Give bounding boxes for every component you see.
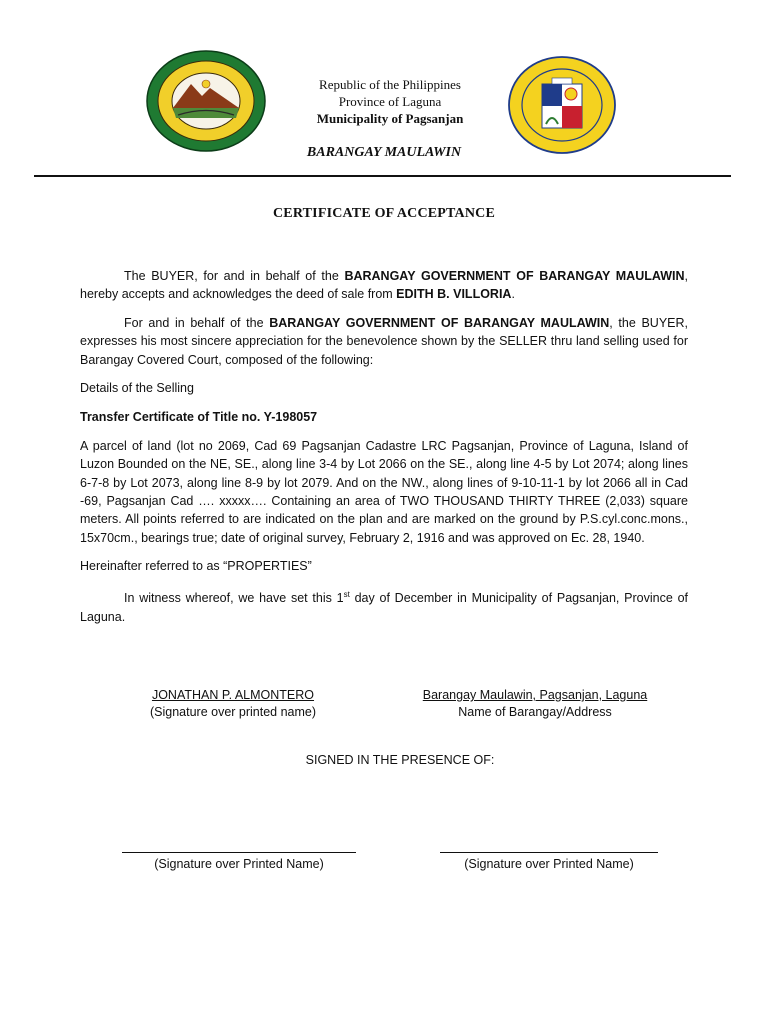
text-segment: The BUYER, for and in behalf of the [124, 269, 345, 283]
seller-name: EDITH B. VILLORIA [396, 287, 512, 302]
buyer-signature-block [120, 687, 346, 721]
witness-signature-1 [122, 852, 356, 872]
details-heading: Details of the Selling [80, 381, 194, 396]
witness-signature-2 [440, 852, 658, 872]
presence-heading: SIGNED IN THE PRESENCE OF: [305, 753, 495, 767]
properties-reference: Hereinafter referred to as “PROPERTIES” [80, 559, 312, 574]
signature-line [440, 852, 658, 853]
text-segment: day of December in Municipality of Pagsanjan, Province of Laguna. [80, 591, 688, 624]
title-number: Transfer Certificate of Title no. Y-198057 [80, 410, 318, 425]
barangay-maulawin-seal [146, 50, 266, 152]
signature-line [122, 852, 356, 853]
text-segment: , the BUYER, expresses his most sincere appreciation for the benevolence shown by the SELLER thru land selling used for Barangay Covered Court, composed of the following: [80, 316, 688, 367]
document-title: CERTIFICATE OF ACCEPTANCE [272, 206, 496, 221]
text-segment: , hereby accepts and acknowledges the deed of sale from [80, 269, 688, 302]
witness-caption: (Signature over Printed Name) [464, 857, 634, 871]
header-divider [34, 175, 731, 177]
barangay-government-name: BARANGAY GOVERNMENT OF BARANGAY MAULAWIN [269, 316, 610, 331]
ordinal-suffix: st [343, 590, 350, 600]
paragraph-appreciation [80, 314, 688, 369]
header-barangay: BARANGAY MAULAWIN [306, 145, 462, 160]
text-segment: . [511, 287, 515, 302]
header-block [280, 76, 500, 127]
header-republic: Republic of the Philippines [319, 77, 461, 92]
header-province: Province of Laguna [338, 94, 442, 109]
witness-clause [80, 586, 688, 626]
text-segment: For and in behalf of the [124, 316, 270, 331]
header-municipality: Municipality of Pagsanjan [316, 111, 464, 126]
barangay-address: Barangay Maulawin, Pagsanjan, Laguna [422, 688, 648, 702]
address-caption: Name of Barangay/Address [458, 705, 612, 719]
buyer-name: JONATHAN P. ALMONTERO [151, 688, 315, 702]
address-block [400, 687, 670, 721]
barangay-government-name: BARANGAY GOVERNMENT OF BARANGAY MAULAWIN [344, 269, 685, 283]
document-body [80, 267, 688, 636]
paragraph-acceptance [80, 267, 688, 304]
land-description: A parcel of land (lot no 2069, Cad 69 Pagsanjan Cadastre LRC Pagsanjan, Province of Laguna, Island of Luzon Bounded on the NE, SE., along line 3-4 by Lot 2066 on the SE., along line 4-5 by Lot 2074; along lines 6-7-8 by Lot 2073, along line 8-9 by lot 2079. And on the NW., along lines of 9-10-11-1 by lot 2066 all in Cad -69, Pagsanjan Cad …. xxxxx…. Containing an area of TWO THOUSAND THIRTY THREE (2,033) square meters. All points referred to are indicated on the plan and are marked on the ground by P.S.cyl.conc.mons., 15x70cm., bearings true; date of original survey, February 2, 1916 and was approved on Ec. 28, 1940. [80, 439, 688, 545]
text-segment: In witness whereof, we have set this 1 [124, 591, 344, 606]
witness-caption: (Signature over Printed Name) [154, 857, 324, 871]
pagsanjan-seal [508, 56, 616, 154]
buyer-caption: (Signature over printed name) [149, 705, 317, 719]
